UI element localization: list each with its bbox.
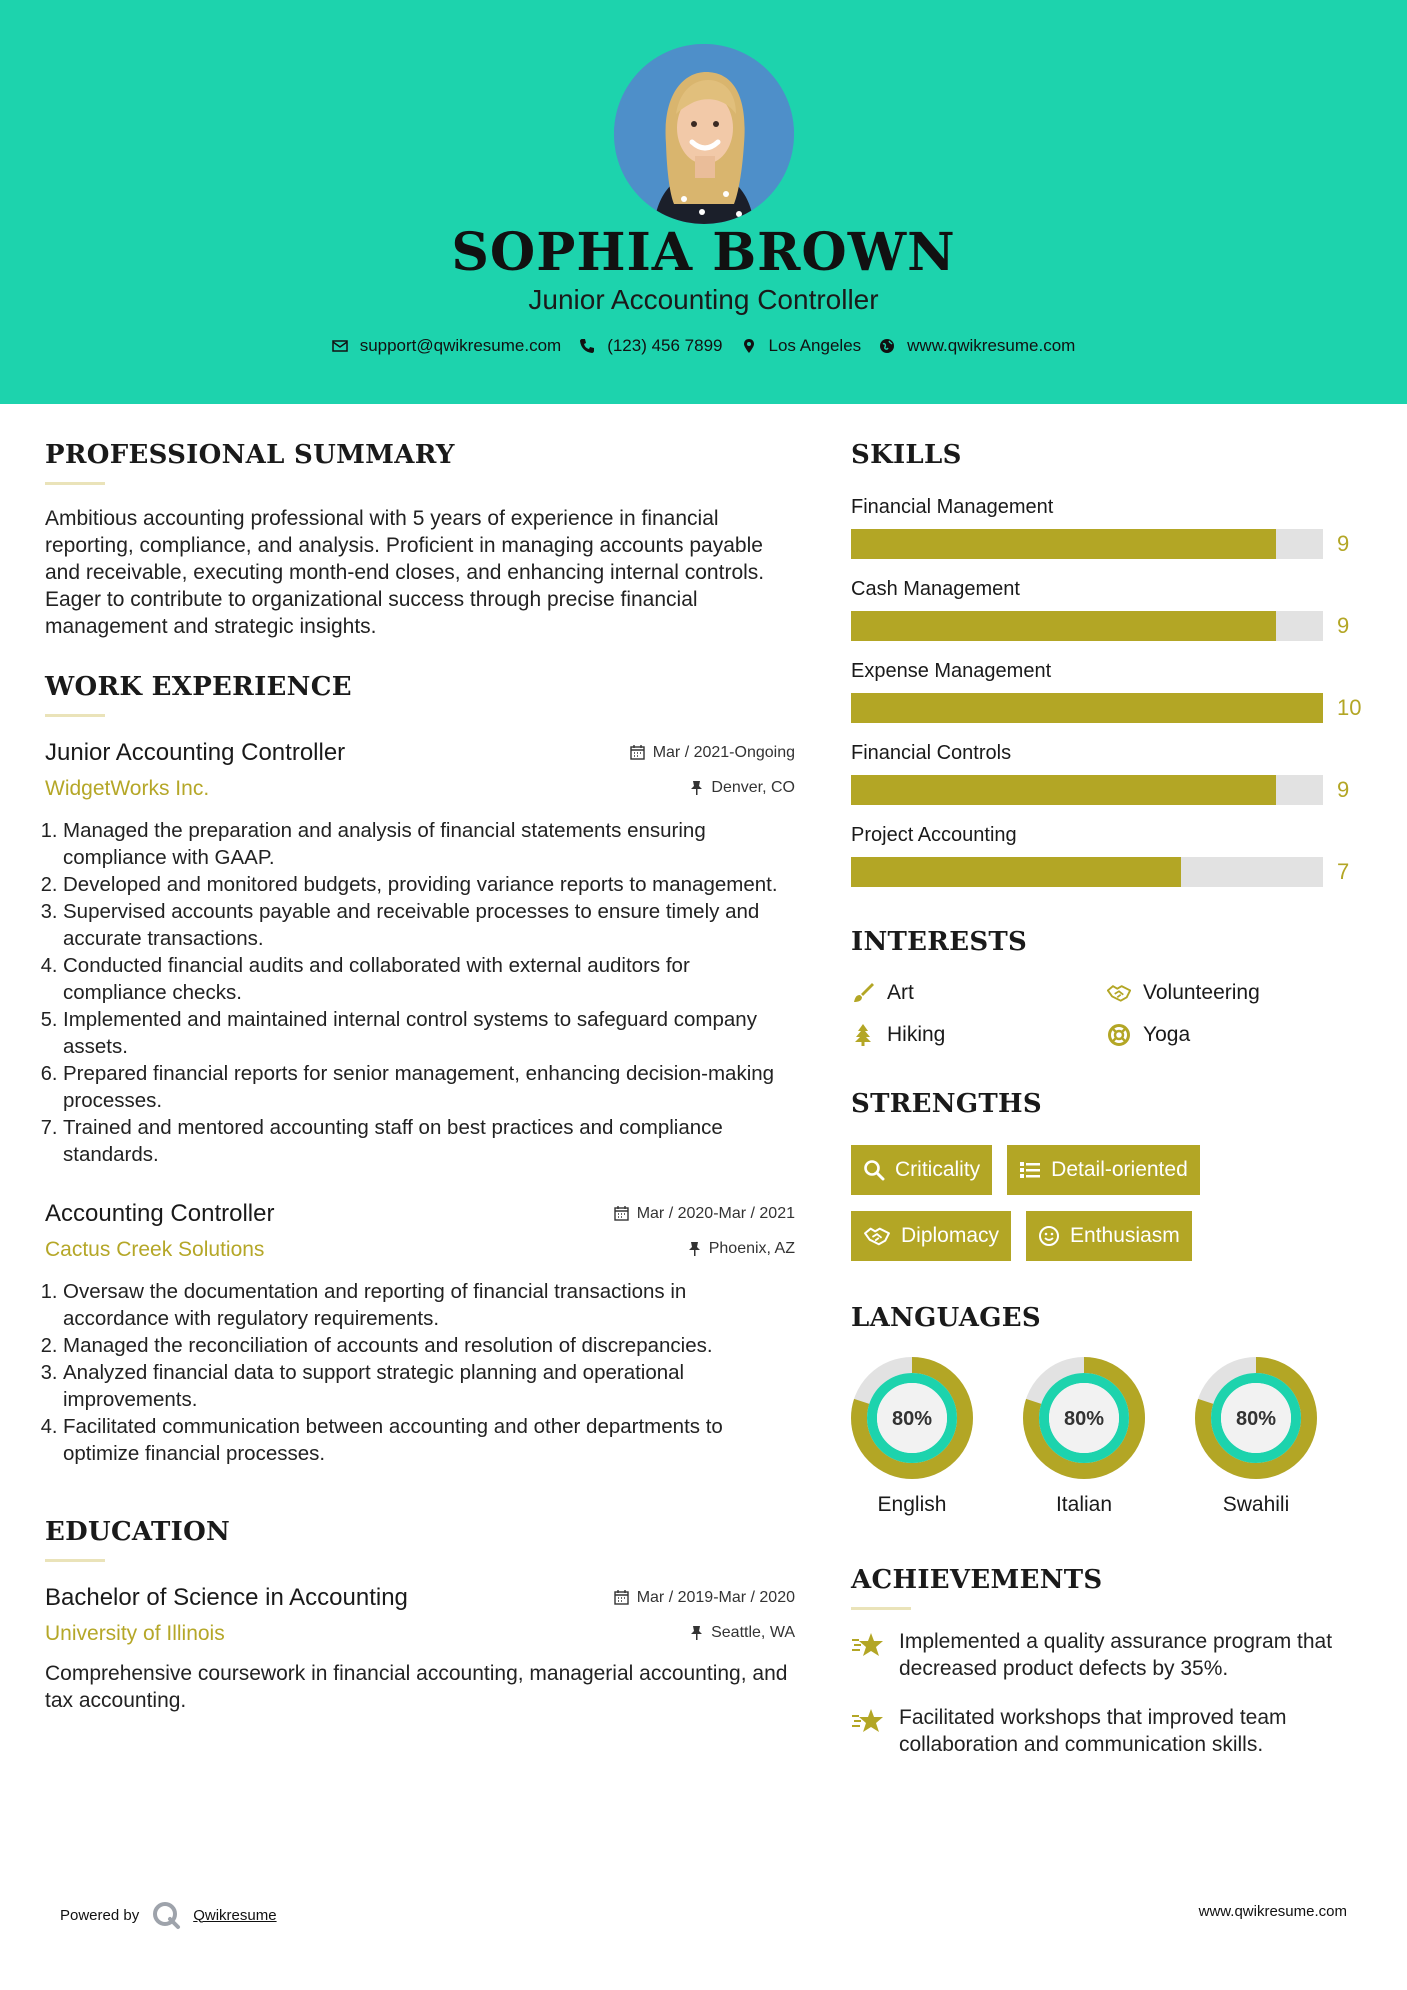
job-location-text: Denver, CO: [711, 778, 795, 796]
skill-bar-track: [851, 611, 1323, 641]
list-item: 2. Managed the reconciliation of accounts and resolution of discrepancies.: [63, 1332, 795, 1359]
interest-label: Volunteering: [1143, 981, 1260, 1004]
strength-chip: [1026, 1211, 1192, 1261]
contact-email[interactable]: [332, 336, 562, 356]
summary-section: [45, 440, 795, 640]
left-column: [45, 440, 795, 1714]
right-column: [851, 440, 1371, 1758]
languages-section: [851, 1303, 1371, 1517]
phone-icon: [579, 338, 595, 354]
envelope-icon: [332, 338, 348, 354]
handshake-icon: [863, 1225, 891, 1247]
pushpin-icon: [690, 780, 703, 795]
skill-name: Financial Management: [851, 496, 1054, 518]
contact-phone[interactable]: [579, 336, 722, 356]
skill-item: [851, 660, 1371, 723]
language-item: [851, 1357, 973, 1517]
job-entry: [45, 739, 795, 1168]
list-item: 3. Supervised accounts payable and receivable processes to ensure timely and accurate transactions.: [63, 898, 795, 952]
strength-label: Detail-oriented: [1051, 1158, 1188, 1181]
language-name: English: [877, 1493, 947, 1516]
interest-item: [851, 981, 1107, 1005]
star-badge-icon: [851, 1630, 885, 1660]
school-name: University of Illinois: [45, 1622, 225, 1645]
skill-name: Project Accounting: [851, 824, 1017, 846]
section-divider: [45, 1559, 105, 1562]
job-title: Junior Accounting Controller: [45, 739, 346, 766]
education-text: Comprehensive coursework in financial accounting, managerial accounting, and tax accounting.: [45, 1662, 788, 1712]
candidate-role: Junior Accounting Controller: [528, 284, 879, 315]
education-section: [45, 1517, 795, 1714]
contact-website[interactable]: [879, 336, 1075, 356]
job-location: [690, 779, 795, 797]
skill-bar-fill: [851, 857, 1181, 887]
degree-title: Bachelor of Science in Accounting: [45, 1584, 408, 1611]
language-item: [1023, 1357, 1145, 1517]
skill-item: [851, 742, 1371, 805]
lifebuoy-icon: [1107, 1023, 1131, 1047]
pushpin-icon: [688, 1241, 701, 1256]
language-name: Italian: [1055, 1493, 1113, 1516]
language-donut: [1195, 1357, 1317, 1479]
job-location: [688, 1240, 795, 1258]
skill-bar-row: [851, 693, 1371, 723]
job-company: Cactus Creek Solutions: [45, 1238, 265, 1261]
calendar-icon: [614, 1590, 629, 1605]
list-item: 2. Developed and monitored budgets, providing variance reports to management.: [63, 871, 795, 898]
education-title: EDUCATION: [45, 1517, 231, 1547]
skill-name: Financial Controls: [851, 742, 1012, 764]
list-item: 4. Conducted financial audits and collaborated with external auditors for compliance checks.: [63, 952, 795, 1006]
list-item: 1. Oversaw the documentation and reporting of financial transactions in accordance with regulatory requirements.: [63, 1278, 795, 1332]
language-percent: 80%: [1235, 1408, 1277, 1430]
job-entry: [45, 1200, 795, 1467]
skill-bar-track: [851, 775, 1323, 805]
achievement-text: Implemented a quality assurance program that decreased product defects by 35%.: [899, 1630, 1333, 1680]
list-item: 5. Implemented and maintained internal control systems to safeguard company assets.: [63, 1006, 795, 1060]
strength-chip: [851, 1145, 992, 1195]
contact-bar: [0, 336, 1407, 356]
skill-bar-row: [851, 775, 1371, 805]
handshake-icon: [1107, 981, 1131, 1005]
section-divider: [45, 714, 105, 717]
skills-section: [851, 440, 1371, 887]
phone-text: (123) 456 7899: [607, 336, 723, 355]
strengths-section: [851, 1089, 1371, 1261]
language-percent: 80%: [1063, 1408, 1105, 1430]
job-date: [630, 744, 795, 762]
language-percent: 80%: [891, 1408, 933, 1430]
job-date: [614, 1205, 795, 1223]
list-icon: [1019, 1159, 1041, 1181]
education-entry: [45, 1584, 795, 1714]
job-duties: [45, 817, 795, 1168]
skill-name: Cash Management: [851, 578, 1020, 600]
education-location: [690, 1624, 795, 1642]
skill-bar-fill: [851, 693, 1323, 723]
list-item: 6. Prepared financial reports for senior management, enhancing decision-making processes.: [63, 1060, 795, 1114]
skill-bar-fill: [851, 611, 1276, 641]
achievement-item: [851, 1628, 1371, 1682]
globe-icon: [879, 338, 895, 354]
footer-powered-by: [60, 1900, 277, 1930]
job-location-text: Phoenix, AZ: [708, 1239, 795, 1257]
strength-label: Enthusiasm: [1070, 1224, 1180, 1247]
job-title: Accounting Controller: [45, 1200, 275, 1227]
paintbrush-icon: [851, 981, 875, 1005]
strength-label: Diplomacy: [901, 1224, 1000, 1247]
education-date-text: Mar / 2019-Mar / 2020: [636, 1588, 795, 1606]
strengths-title: STRENGTHS: [851, 1089, 1042, 1119]
skill-bar-row: [851, 611, 1371, 641]
list-item: 4. Facilitated communication between accounting and other departments to optimize financial processes.: [63, 1413, 795, 1467]
strength-chip: [851, 1211, 1011, 1261]
contact-location: [741, 336, 862, 356]
skill-bar-row: [851, 857, 1371, 887]
calendar-icon: [614, 1206, 629, 1221]
skill-bar-row: [851, 529, 1371, 559]
language-donut: [851, 1357, 973, 1479]
qwikresume-logo-icon: [151, 1900, 181, 1930]
skill-value: 9: [1337, 777, 1350, 802]
skill-bar-track: [851, 857, 1323, 887]
header-banner: [0, 0, 1407, 404]
skill-item: [851, 824, 1371, 887]
skill-name: Expense Management: [851, 660, 1052, 682]
skill-bar-track: [851, 529, 1323, 559]
strength-chip: [1007, 1145, 1200, 1195]
summary-text: Ambitious accounting professional with 5 years of experience in financial reporting, compliance, and analysis. Proficient in managing accounts payable and receivable, executing month-end closes, and enhancing internal controls. Eager to contribute to organizational success through precise financial management and strategic insights.: [45, 507, 765, 638]
interests-section: [851, 927, 1371, 1047]
skill-value: 10: [1337, 695, 1362, 720]
strength-label: Criticality: [895, 1158, 981, 1181]
job-date-text: Mar / 2020-Mar / 2021: [636, 1204, 795, 1222]
calendar-icon: [630, 745, 645, 760]
powered-by-text: Powered by: [60, 1906, 140, 1924]
language-donut: [1023, 1357, 1145, 1479]
strengths-chips: [851, 1145, 1321, 1261]
summary-title: PROFESSIONAL SUMMARY: [45, 440, 455, 470]
skill-value: 9: [1337, 531, 1350, 556]
search-icon: [863, 1159, 885, 1181]
experience-section: [45, 672, 795, 1467]
achievements-section: [851, 1565, 1371, 1758]
languages-title: LANGUAGES: [851, 1303, 1041, 1333]
skill-item: [851, 578, 1371, 641]
interest-item: [1107, 981, 1363, 1005]
languages-list: [851, 1357, 1371, 1517]
language-name: Swahili: [1222, 1493, 1290, 1516]
experience-title: WORK EXPERIENCE: [45, 672, 352, 702]
interests-grid: [851, 981, 1371, 1047]
interest-label: Yoga: [1143, 1023, 1191, 1046]
interest-item: [1107, 1023, 1363, 1047]
skill-value: 7: [1337, 859, 1350, 884]
interest-item: [851, 1023, 1107, 1047]
job-duties: [45, 1278, 795, 1467]
map-pin-icon: [741, 338, 757, 354]
job-company: WidgetWorks Inc.: [45, 777, 210, 800]
interests-title: INTERESTS: [851, 927, 1028, 957]
skill-value: 9: [1337, 613, 1350, 638]
skill-bar-track: [851, 693, 1323, 723]
skill-bar-fill: [851, 529, 1276, 559]
skills-title: SKILLS: [851, 440, 962, 470]
interest-label: Art: [887, 981, 914, 1004]
achievements-title: ACHIEVEMENTS: [851, 1565, 1103, 1595]
list-item: 3. Analyzed financial data to support strategic planning and operational improvements.: [63, 1359, 795, 1413]
interest-label: Hiking: [887, 1023, 946, 1046]
education-location-text: Seattle, WA: [711, 1623, 795, 1641]
smile-icon: [1038, 1225, 1060, 1247]
education-date: [614, 1589, 795, 1607]
achievement-text: Facilitated workshops that improved team collaboration and communication skills.: [899, 1706, 1287, 1756]
job-date-text: Mar / 2021-Ongoing: [652, 743, 795, 761]
pushpin-icon: [690, 1625, 703, 1640]
email-text: support@qwikresume.com: [359, 336, 562, 355]
skills-list: [851, 496, 1371, 887]
star-badge-icon: [851, 1706, 885, 1736]
candidate-name: SOPHIA BROWN: [451, 222, 956, 283]
qwikresume-link[interactable]: Qwikresume: [193, 1906, 277, 1924]
skill-bar-fill: [851, 775, 1276, 805]
skill-item: [851, 496, 1371, 559]
list-item: 7. Trained and mentored accounting staff on best practices and compliance standards.: [63, 1114, 795, 1168]
profile-photo: [614, 44, 794, 224]
language-item: [1195, 1357, 1317, 1517]
footer-website[interactable]: www.qwikresume.com: [1198, 1903, 1347, 1920]
location-text: Los Angeles: [768, 336, 862, 355]
achievement-item: [851, 1704, 1371, 1758]
website-text: www.qwikresume.com: [907, 336, 1076, 355]
section-divider: [851, 1607, 911, 1610]
tree-icon: [851, 1023, 875, 1047]
list-item: 1. Managed the preparation and analysis of financial statements ensuring compliance with GAAP.: [63, 817, 795, 871]
section-divider: [45, 482, 105, 485]
